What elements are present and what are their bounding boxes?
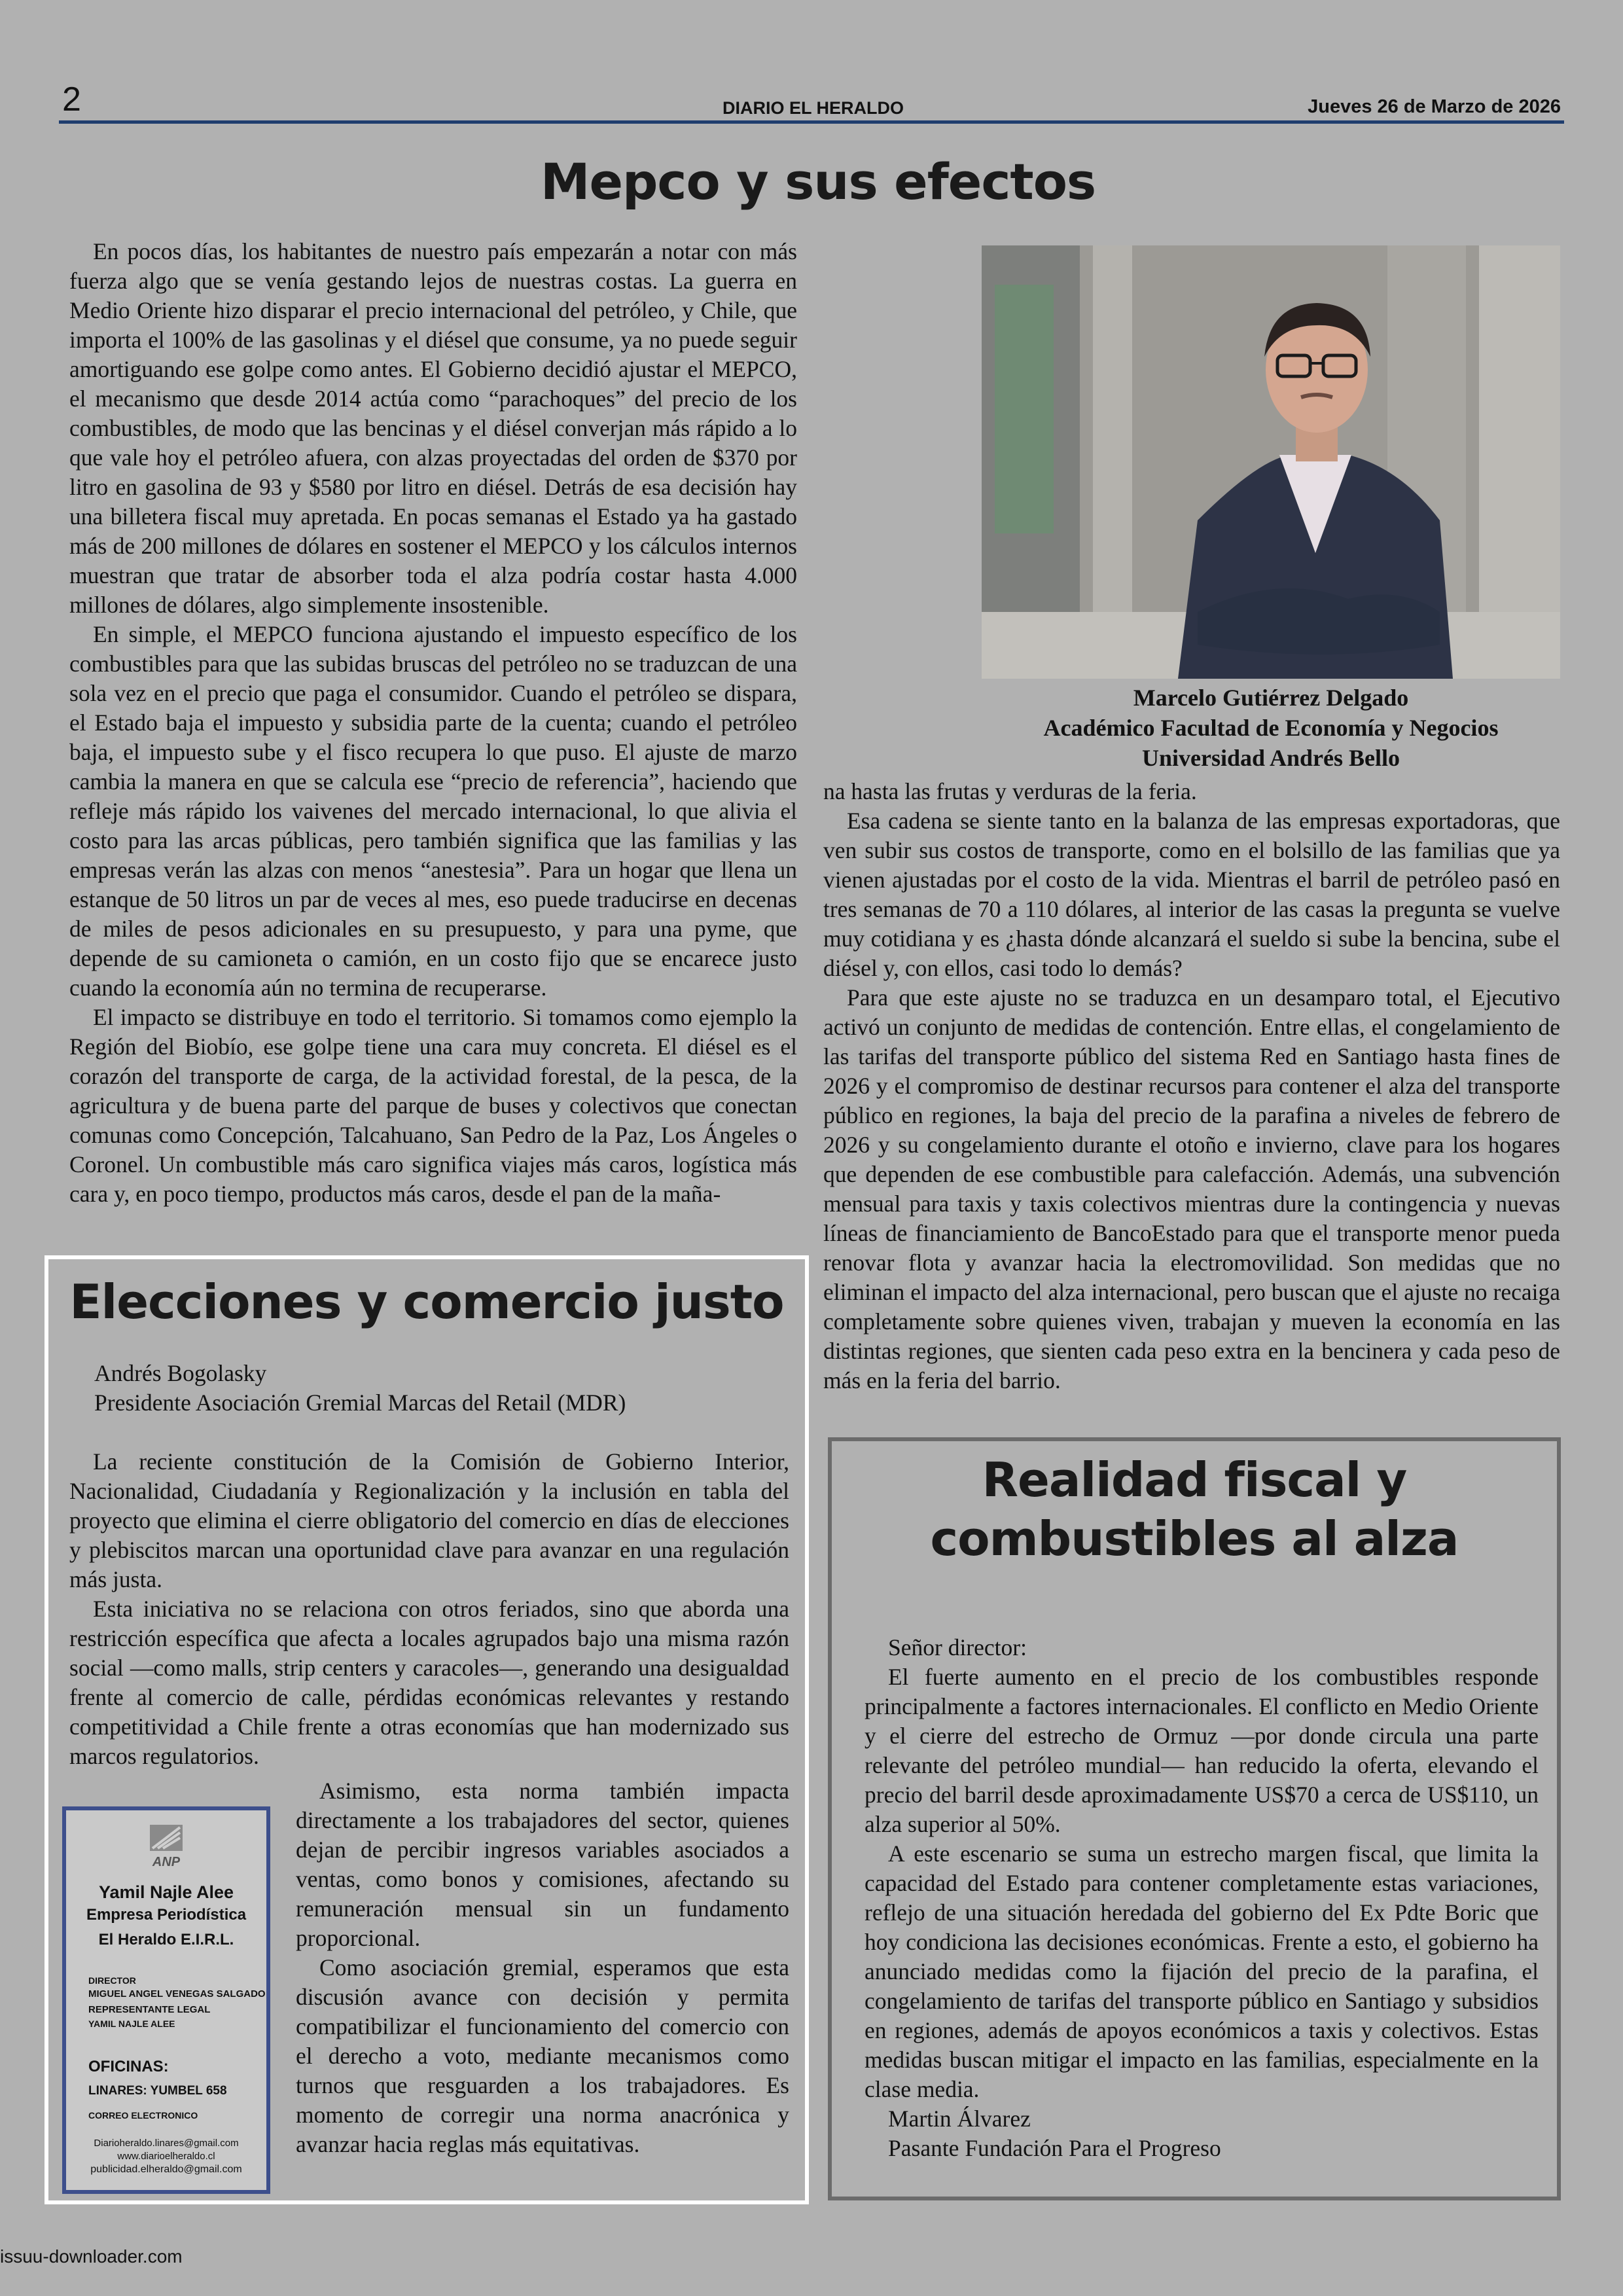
opinion-paragraph: Asimismo, esta norma también impacta directamente a los trabajadores del sector, quienes dejan de percibir ingresos variables asociados a ventas, como bonos y comisiones, afectando su remuneración mensual sin un fundamento proporcional.	[296, 1778, 789, 1951]
masthead-company-name: El Heraldo E.I.R.L.	[98, 1931, 234, 1948]
opinion-byline	[94, 1359, 788, 1418]
article-paragraph: Para que este ajuste no se traduzca en un desamparo total, el Ejecutivo activó un conjunto de medidas de contención. Entre ellas, el congelamiento de las tarifas del transporte público del sistema Red en Santiago hasta fines de 2026 y el compromiso de destinar recursos para contener el alza del transporte público en regiones, la baja del precio de la parafina a niveles de febrero de 2026 y su congelamiento durante el otoño e invierno, clave para los hogares que dependen de ese combustible para calefacción. Además, una subvención mensual para taxis y taxis colectivos mientras dure la contingencia y nuevas líneas de financiamiento de BancoEstado para que el transporte menor pueda renovar flota y avanzar hacia la electromovilidad. Son medidas que no eliminan el impacto del alza internacional, pero buscan que el ajuste no recaiga completamente sobre quienes viven, trabajan y mueven la economía en las distintas regiones, que sienten cada peso extra en la bencinera y cada peso de más en la feria del barrio.	[823, 984, 1560, 1393]
newspaper-name: DIARIO EL HERALDO	[722, 98, 904, 118]
article-paragraph: na hasta las frutas y verduras de la feria.	[823, 778, 1197, 804]
letter-paragraph: El fuerte aumento en el precio de los combustibles responde principalmente a factores internacionales. El conflicto en Medio Oriente y el cierre del estrecho de Ormuz —por donde circula una parte relevante del petróleo mundial— han reducido la oferta, elevando el precio del barril desde aproximadamente US$70 a cerca de US$110, un alza superior al 50%.	[865, 1664, 1539, 1837]
opinion-paragraph: La reciente constitución de la Comisión de Gobierno Interior, Nacionalidad, Ciudadanía y Regionalización y la inclusión en tabla del proyecto que elimina el cierre obligatorio del comercio en días de elecciones y plebiscitos marcan una oportunidad clave para avanzar en una regulación más justa.	[69, 1448, 789, 1592]
opinion-paragraph: Como asociación gremial, esperamos que esta discusión avance con decisión y permita compatibilizar el funcionamiento del comercio con el derecho a voto, mediante mecanismos como turnos que resguarden a los trabajadores. Es momento de corregir una norma anacrónica y avanzar hacia reglas más equitativas.	[296, 1954, 789, 2157]
letter-body	[865, 1633, 1539, 2163]
advertising-email: publicidad.elheraldo@gmail.com	[90, 2164, 242, 2175]
opinion-paragraph: Esta iniciativa no se relaciona con otros feriados, sino que aborda una restricción específica que afecta a locales agrupados bajo una misma razón social —como malls, strip centers y caracoles—, generando una desigualdad frente al comercio de calle, pérdidas económicas relevantes y restando competitividad a Chile frente a otras economías que han modernizado sus marcos regulatorios.	[69, 1596, 789, 1769]
masthead-owner: Yamil Najle Alee	[98, 1882, 234, 1902]
masthead-box	[62, 1806, 270, 2194]
caption-role: Académico Facultad de Economía y Negocios	[1043, 715, 1499, 741]
director-name: MIGUEL ANGEL VENEGAS SALGADO	[88, 1988, 266, 2000]
opinion-author: Andrés Bogolasky	[94, 1360, 267, 1386]
photo-caption	[969, 683, 1573, 773]
opinion-title: Elecciones y comercio justo	[69, 1274, 784, 1329]
letter-title-line2: combustibles al alza	[930, 1511, 1459, 1566]
page-number: 2	[62, 81, 81, 118]
letter-salutation: Señor director:	[888, 1634, 1027, 1660]
caption-university: Universidad Andrés Bello	[1141, 745, 1400, 771]
legal-name: YAMIL NAJLE ALEE	[88, 2018, 175, 2029]
article-title: Mepco y sus efectos	[540, 152, 1096, 211]
article-paragraph: El impacto se distribuye en todo el territorio. Si tomamos como ejemplo la Región del Biobío, ese golpe tiene una cara muy concreta. El diésel es el corazón del transporte de carga, de la actividad forestal, de la pesca, de la agricultura y de buena parte del parque de buses y colectivos que conectan comunas como Concepción, Talcahuano, San Pedro de la Paz, Los Ángeles o Coronel. Un combustible más caro significa viajes más caros, logística más cara y, en poco tiempo, productos más caros, desde el pan de la maña-	[69, 1004, 797, 1207]
header-rule	[59, 120, 1564, 124]
opinion-author-role: Presidente Asociación Gremial Marcas del Retail (MDR)	[94, 1390, 626, 1416]
office-address: LINARES: YUMBEL 658	[88, 2084, 227, 2098]
article-paragraph: En pocos días, los habitantes de nuestro país empezarán a notar con más fuerza algo que se venía gestando lejos de nuestras costas. La guerra en Medio Oriente hizo disparar el precio internacional del petróleo, y Chile, que importa el 100% de las gasolinas y el diésel que consume, ya no puede seguir amortiguando ese golpe como antes. El Gobierno decidió ajustar el MEPCO, el mecanismo que desde 2014 actúa como “parachoques” del precio de los combustibles, de modo que las bencinas y el diésel converjan más rápido a lo que vale hoy el petróleo afuera, con alzas proyectadas del orden de $370 por litro en gasolina de 93 y $580 por litro en diésel. Detrás de esa decisión hay una billetera fiscal muy apretada. En pocas semanas el Estado ya ha gastado más de 200 millones de dólares en sostener el MEPCO y los cálculos internos muestran que tratar de absorber toda el alza podría costar hasta 4.000 millones de dólares, algo simplemente insostenible.	[69, 238, 797, 618]
email-label: CORREO ELECTRONICO	[88, 2110, 198, 2121]
watermark: issuu-downloader.com	[0, 2246, 183, 2267]
article-paragraph: Esa cadena se siente tanto en la balanza de las empresas exportadoras, que ven subir sus costos de transporte, como en el bolsillo de las familias que ya vienen ajustadas por el costo de la vida. Mientras el barril de petróleo pasó en tres semanas de 70 a 110 dólares, al interior de las casas la pregunta se vuelve muy cotidiana y es ¿hasta dónde alcanzará el sueldo si sube la bencina, sube el diésel y, con ellos, casi todo lo demás?	[823, 808, 1560, 981]
email-address: Diarioheraldo.linares@gmail.com	[94, 2138, 239, 2149]
issue-date: Jueves 26 de Marzo de 2026	[1308, 96, 1561, 117]
letter-signature-name: Martin Álvarez	[888, 2106, 1031, 2132]
masthead-company: Empresa Periodística	[86, 1906, 247, 1924]
article-column-right	[823, 777, 1560, 1395]
opinion-body-narrow	[296, 1776, 789, 2159]
caption-name: Marcelo Gutiérrez Delgado	[1133, 685, 1409, 711]
anp-logo-text: ANP	[152, 1855, 181, 1869]
letter-title	[838, 1450, 1551, 1568]
opinion-body	[69, 1447, 789, 1771]
offices-label: OFICINAS:	[88, 2058, 169, 2075]
letter-title-line1: Realidad fiscal y	[982, 1452, 1407, 1507]
legal-label: REPRESENTANTE LEGAL	[88, 2004, 211, 2015]
article-column-left	[69, 237, 797, 1209]
article-paragraph: En simple, el MEPCO funciona ajustando el impuesto específico de los combustibles para que las subidas bruscas del petróleo no se traduzcan de una sola vez en el precio que paga el consumidor. Cuando el petróleo se dispara, el Estado baja el impuesto y subsidia parte de la cuenta; cuando el petróleo baja, el impuesto sube y el fisco recupera lo que puso. El ajuste de marzo cambia la manera en que se calcula ese “precio de referencia”, haciendo que refleje más rápido los vaivenes del mercado internacional, lo que alivia el costo para las arcas públicas, pero también significa que las familias y las empresas verán las alzas con menos “anestesia”. Para un hogar que llena un estanque de 50 litros un par de veces al mes, eso puede traducirse en decenas de miles de pesos adicionales en su presupuesto, y para una pyme, que depende de su camioneta o camión, en un costo fijo que se encarece justo cuando la economía aún no termina de recuperarse.	[69, 621, 797, 1001]
director-label: DIRECTOR	[88, 1975, 136, 1986]
letter-signature-role: Pasante Fundación Para el Progreso	[888, 2135, 1221, 2161]
website: www.diarioelheraldo.cl	[117, 2151, 215, 2162]
author-photo	[982, 245, 1560, 679]
letter-paragraph: A este escenario se suma un estrecho margen fiscal, que limita la capacidad del Estado para contener completamente estas variaciones, reflejo de una situación heredada del gobierno del Ex Pdte Boric que hoy condiciona las decisiones económicas. Frente a esto, el gobierno ha anunciado medidas como la fijación del precio de la parafina, el congelamiento de tarifas del transporte público en Santiago y subsidios en regiones, además de apoyos económicos a taxis y colectivos. Estas medidas buscan mitigar el impacto en las familias, especialmente en la clase media.	[865, 1840, 1539, 2102]
